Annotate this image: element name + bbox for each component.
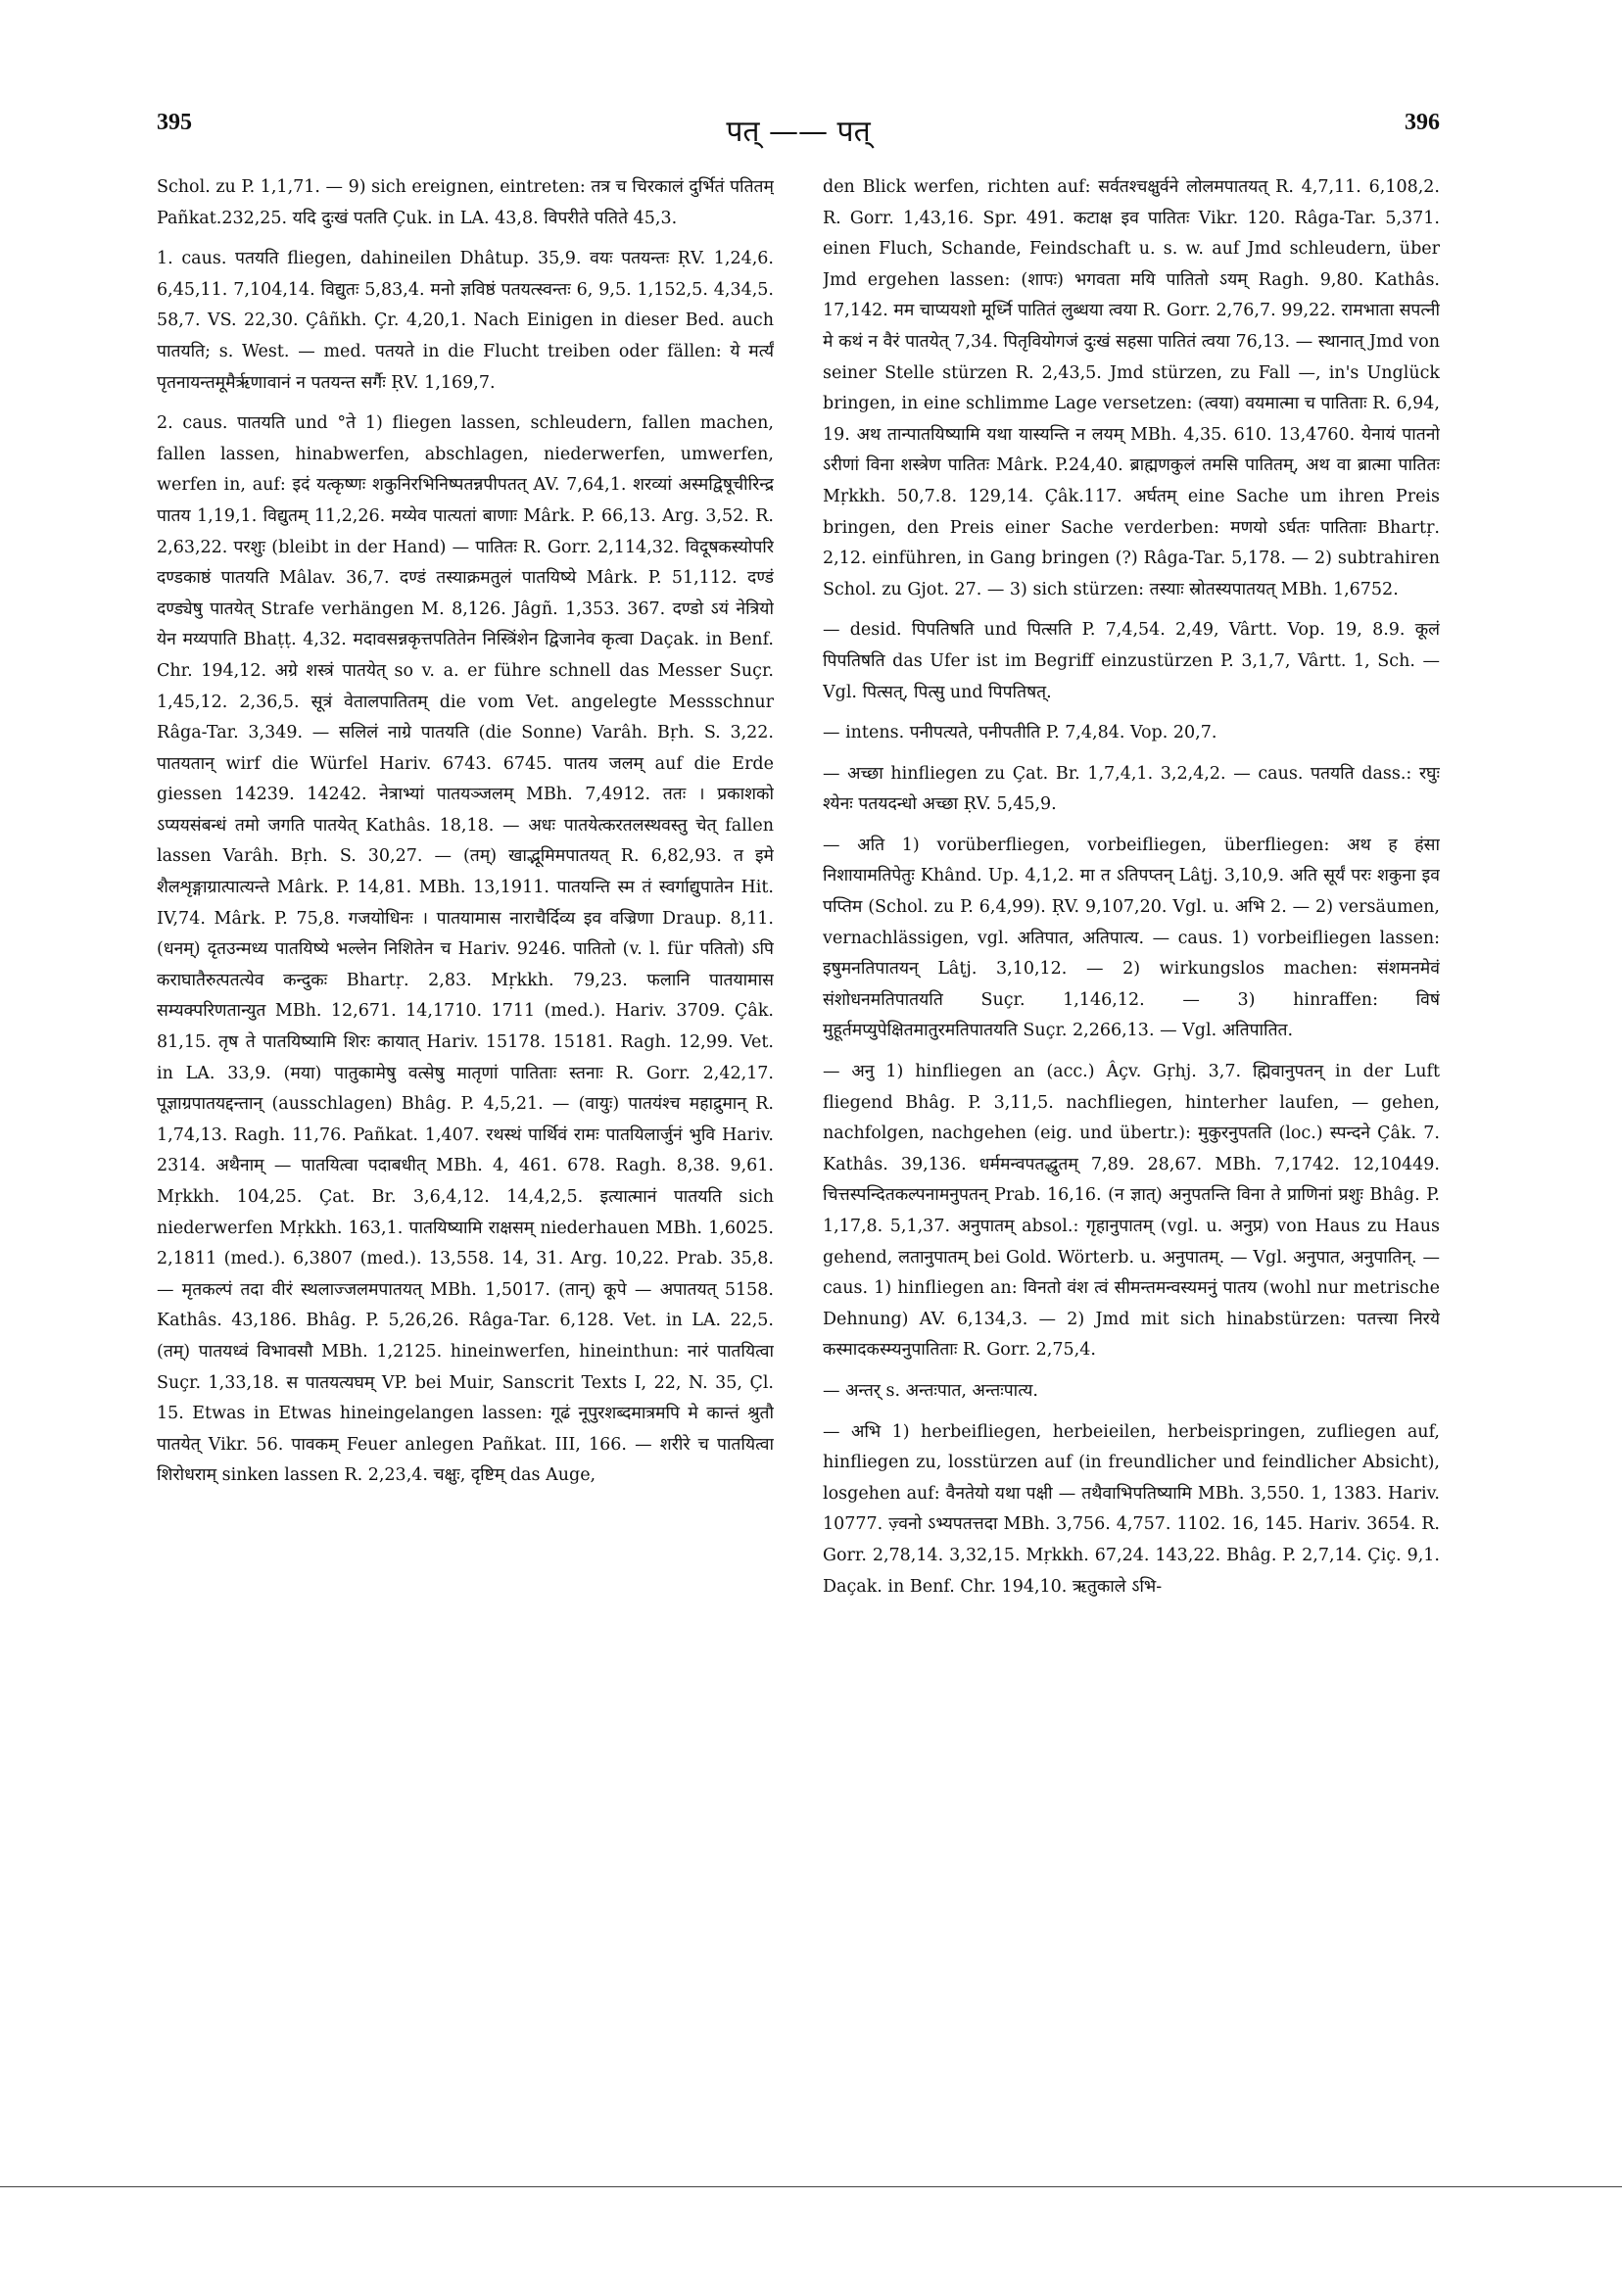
dictionary-paragraph: — अभि 1) herbeifliegen, herbeieilen, herbeispringen, zufliegen auf, hinfliegen zu, losstürzen auf (in freundlicher und feindlicher Absicht), losgehen auf: वैनतेयो यथा पक्षी — तथैवाभिपतिष्यामि MBh. 3,550. 1, 1383. Hariv. 10777. ज़्वनो ऽभ्यपतत्तदा MBh. 3,756. 4,757. 1102. 16, 145. Hariv. 3654. R. Gorr. 2,78,14. 3,32,15. Mṛkkh. 67,24. 143,22. Bhâg. P. 2,7,14. Çiç. 9,1. Daçak. in Benf. Chr. 194,10. ऋतुकाले ऽभि- (823, 1421, 1440, 1597)
dictionary-paragraph: 2. caus. पातयति und °ते 1) fliegen lassen, schleudern, fallen machen, fallen lassen, hinabwerfen, abschlagen, niederwerfen, umwerfen, werfen in, auf: इदं यत्कृष्णः शकुनिरभिनिष्पतन्नपीपतत् AV. 7,64,1. शरव्यां अस्मद्विषूचीरिन्द्र पातय 1,19,1. विद्युतम् 11,2,26. मय्येव पात्यतां बाणाः Mârk. P. 66,13. Arg. 3,52. R. 2,63,22. परशुः (bleibt in der Hand) — पातितः R. Gorr. 2,114,32. विदूषकस्योपरि दण्डकाष्ठं पातयति Mâlav. 36,7. दण्डं तस्याक्रमतुलं पातयिष्ये Mârk. P. 51,112. दण्डं दण्ड्येषु पातयेत् Strafe verhängen M. 8,126. Jâgñ. 1,353. 367. दण्डो ऽयं नेत्रियो येन मय्यपाति Bhaṭṭ. 4,32. मदावसन्नकृत्तपतितेन निस्त्रिंशेन द्विजानेव कृत्वा Daçak. in Benf. Chr. 194,12. अग्रे शस्त्रं पातयेत् so v. a. er führe schnell das Messer Suçr. 1,45,12. 2,36,5. सूत्रं वेतालपातितम् die vom Vet. angelegte Messschnur Râga-Tar. 3,349. — सलिलं नाग्रे पातयति (die Sonne) Varâh. Bṛh. S. 3,22. पातयतान् wirf die Würfel Hariv. 6743. 6745. पातय जलम् auf die Erde giessen 14239. 14242. नेत्राभ्यां पातयञ्जलम् MBh. 7,4912. ततः । प्रकाशको ऽप्ययसंबन्धं तमो जगति पातयेत् Kathâs. 18,18. — अधः पातयेत्करतलस्थवस्तु चेत् fallen lassen Varâh. Bṛh. S. 30,27. — (तम्) खाद्भूमिमपातयत् R. 6,82,93. त इमे शैलशृङ्गाग्रात्पात्यन्ते Mârk. P. 14,81. MBh. 13,1911. पातयन्ति स्म तं स्वर्गाद्युपातेन Hit. IV,74. Mârk. P. 75,8. गजयोधिनः । पातयामास नाराचैर्दिव्य इव वज्रिणा Draup. 8,11. (धनम्) दृतउन्मध्य पातयिष्ये भल्लेन निशितेन च Hariv. 9246. पातितो (v. l. für पतितो) ऽपि कराघातैरुत्पतत्येव कन्दुकः Bhartṛ. 2,83. Mṛkkh. 79,23. फलानि पातयामास सम्यक्परिणतान्युत MBh. 12,671. 14,1710. 1711 (med.). Hariv. 3709. Çâk. 81,15. तृष ते पातयिष्यामि शिरः कायात् Hariv. 15178. 15181. Ragh. 12,99. Vet. in LA. 33,9. (मया) पातुकामेषु वत्सेषु मातृणां पातिताः स्तनाः R. Gorr. 2,42,17. पूज्ञाग्रपातयद्दन्तान् (ausschlagen) Bhâg. P. 4,5,21. — (वायुः) पातयंश्च महाद्रुमान् R. 1,74,13. Ragh. 11,76. Pañkat. 1,407. रथस्थं पार्थिवं रामः पातयिलार्जुनं भुवि Hariv. 2314. अथैनाम् — पातयित्वा पदाबधीत् MBh. 4, 461. 678. Ragh. 8,38. 9,61. Mṛkkh. 104,25. Çat. Br. 3,6,4,12. 14,4,2,5. इत्यात्मानं पातयति sich niederwerfen Mṛkkh. 163,1. पातयिष्यामि राक्षसम् niederhauen MBh. 1,6025. 2,1811 (med.). 6,3807 (med.). 13,558. 14, 31. Arg. 10,22. Prab. 35,8. — मृतकल्पं तदा वीरं स्थलाज्जलमपातयत् MBh. 1,5017. (तान्) कूपे — अपातयत् 5158. Kathâs. 43,186. Bhâg. P. 5,26,26. Râga-Tar. 6,128. Vet. in LA. 22,5. (तम्) पातयध्वं विभावसौ MBh. 1,2125. hineinwerfen, hineinthun: नारं पातयित्वा Suçr. 1,33,18. स पातयत्यघम् VP. bei Muir, Sanscrit Texts I, 22, N. 35, Çl. 15. Etwas in Etwas hineingelangen lassen: गूढं नूपुरशब्दमात्रमपि मे कान्तं श्रुतौ पातयेत् Vikr. 56. पावकम् Feuer anlegen Pañkat. III, 166. — शरीरे च पातयित्वा शिरोधराम् sinken lassen R. 2,23,4. चक्षुः, दृष्टिम् das Auge, (157, 413, 774, 1486)
page-header (157, 110, 1440, 168)
dictionary-paragraph: — अति 1) vorüberfliegen, vorbeifliegen, überfliegen: अथ ह हंसा निशायामतिपेतुः Khând. Up. 4,1,2. मा त ऽतिपप्तन् Lâṭj. 3,10,9. अति सूर्यं परः शकुना इव पप्तिम (Schol. zu P. 6,4,99). ṚV. 9,107,20. Vgl. u. अभि 2. — 2) versäumen, vernachlässigen, vgl. अतिपात, अतिपात्य. — caus. 1) vorbeifliegen lassen: इषुमनतिपातयन् Lâṭj. 3,10,12. — 2) wirkungslos machen: संशमनमेवं संशोधनमतिपातयति Suçr. 1,146,12. — 3) hinraffen: विषं मुहूर्तमप्युपेक्षितमातुरमतिपातयति Suçr. 2,266,13. — Vgl. अतिपातित. (823, 835, 1440, 1041)
running-head: पत् —— पत् (726, 115, 871, 149)
dictionary-paragraph: — अनु 1) hinfliegen an (acc.) Âçv. Gṛhj. 3,7. ह्मिवानुपतन् in der Luft fliegend Bhâg. P. 3,11,5. nachfliegen, hinterher laufen, — gehen, nachfolgen, nachgehen (eig. und übertr.): मुकुरनुपतति (loc.) स्पन्दने Çâk. 7. Kathâs. 39,136. धर्ममन्वपतद्धुतम् 7,89. 28,67. MBh. 7,1742. 12,10449. चित्तस्पन्दितकल्पनामनुपतन् Prab. 16,16. (न ज्ञात्) अनुपतन्ति विना ते प्राणिनां प्रशुः Bhâg. P. 1,17,8. 5,1,37. अनुपातम् absol.: गृहानुपातम् (vgl. u. अनुप्र) von Haus zu Haus gehend, लतानुपातम् bei Gold. Wörterb. u. अनुपातम्. — Vgl. अनुपात, अनुपातिन्. — caus. 1) hinfliegen an: विनतो वंश त्वं सीमन्तमन्वस्यमनुं पातय (wohl nur metrische Dehnung) AV. 6,134,3. — 2) Jmd mit sich hinabstürzen: पतत्त्या निरये कस्मादकस्म्यनुपातिताः R. Gorr. 2,75,4. (823, 1062, 1440, 1361)
dictionary-paragraph: — अन्तर् s. अन्तःपात, अन्तःपात्य. (823, 1380, 1038, 1401)
dictionary-paragraph: — intens. पनीपत्यते, पनीपतीति P. 7,4,84. Vop. 20,7. (823, 723, 1217, 743)
page-number-left: 395 (157, 110, 192, 135)
dictionary-paragraph: — desid. पिपतिषति und पित्सति P. 7,4,54. 2,49, Vârtt. Vop. 19, 8.9. कूलं पिपतिषति das Ufer ist im Begriff einzustürzen P. 3,1,7, Vârtt. 1, Sch. — Vgl. पित्सत्, पित्सु und पिपतिषत्. (823, 620, 1440, 702)
bottom-rule (0, 2186, 1622, 2187)
dictionary-paragraph: 1. caus. पतयति fliegen, dahineilen Dhâtup. 35,9. वयः पतयन्तः ṚV. 1,24,6. 6,45,11. 7,104,14. विद्युतः 5,83,4. मनो ज्ञविष्ठं पतयत्स्वन्तः 6, 9,5. 1,152,5. 4,34,5. 58,7. VS. 22,30. Çâñkh. Çr. 4,20,1. Nach Einigen in dieser Bed. auch पातयति; s. West. — med. पतयते in die Flucht treiben oder fällen: ये मर्त्यं पृतनायन्तमूमैर्ऋणावानं न पतयन्त सर्गैः ṚV. 1,169,7. (157, 249, 774, 393)
dictionary-paragraph: den Blick werfen, richten auf: सर्वतश्चक्षुर्वने लोलमपातयत् R. 4,7,11. 6,108,2. R. Gorr. 1,43,16. Spr. 491. कटाक्ष इव पातितः Vikr. 120. Râga-Tar. 5,371. einen Fluch, Schande, Feindschaft u. s. w. auf Jmd schleudern, über Jmd ergehen lassen: (शापः) भगवता मयि पातितो ऽयम् Ragh. 9,80. Kathâs. 17,142. मम चाप्ययशो मूर्ध्नि पातितं लुब्धया त्वया R. Gorr. 2,76,7. 99,22. रामभाता सपत्नी मे कथं न वैरं पातयेत् 7,34. पितृवियोगजं दुःखं सहसा पातितं त्वया 76,13. — स्थानात् Jmd von seiner Stelle stürzen R. 2,43,5. Jmd stürzen, zu Fall —, in's Unglück bringen, in eine schlimme Lage versetzen: (त्वया) वयमात्मा च पातिताः R. 6,94, 19. अथ तान्पातयिष्यामि यथा यास्यन्ति न लयम् MBh. 4,35. 610. 13,4760. येनायं पातनो ऽरीणां विना शस्त्रेण पातितः Mârk. P.24,40. ब्राह्मणकुलं तमसि पातितम्, अथ वा ब्रात्मा पातितः Mṛkkh. 50,7.8. 129,14. Çâk.117. अर्घतम् eine Sache um ihren Preis bringen, den Preis einer Sache verderben: मणयो ऽर्घतः पातिताः Bhartṛ. 2,12. einführen, in Gang bringen (?) Râga-Tar. 5,178. — 2) subtrahiren Schol. zu Gjot. 27. — 3) sich stürzen: तस्याः स्रोतस्यपातयत् MBh. 1,6752. (823, 177, 1440, 599)
two-column-body (157, 172, 1440, 2180)
left-column (157, 172, 774, 2180)
page-number-right: 396 (1405, 110, 1440, 135)
right-column (823, 172, 1440, 2180)
dictionary-paragraph: Schol. zu P. 1,1,71. — 9) sich ereignen, eintreten: तत्र च चिरकालं दुर्भितं पतितम् Pañkat.232,25. यदि दुःखं पतति Çuk. in LA. 43,8. विपरीते पतिते 45,3. (157, 177, 774, 228)
dictionary-paragraph: — अच्छा hinfliegen zu Çat. Br. 1,7,4,1. 3,2,4,2. — caus. पतयति dass.: रघुः श्येनः पतयदन्धो अच्छा ṚV. 5,45,9. (823, 763, 1440, 815)
